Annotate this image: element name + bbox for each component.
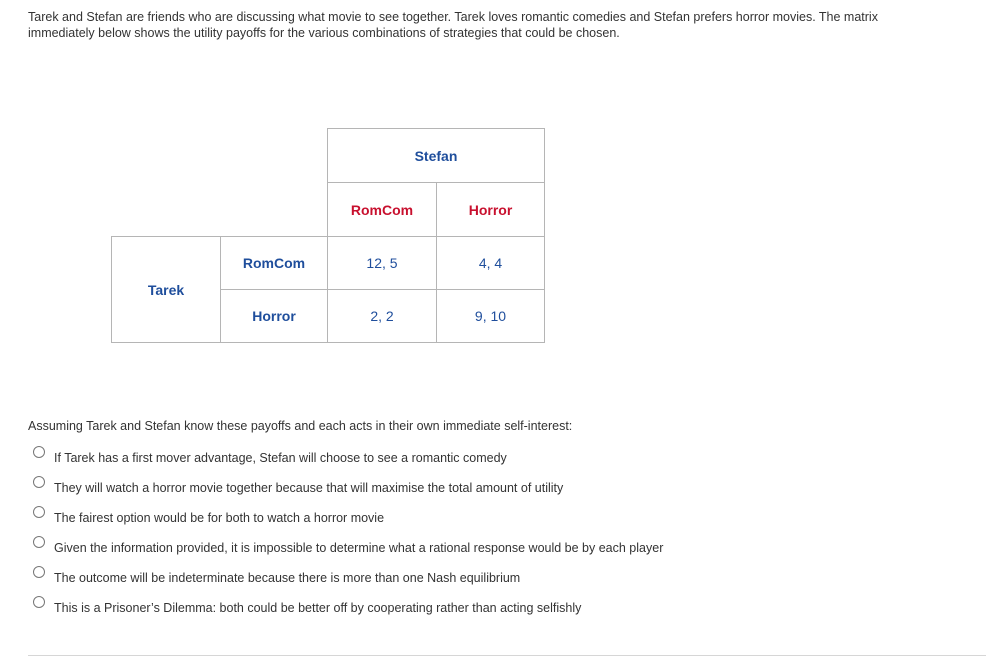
answer-option-label[interactable]: Given the information provided, it is impossible to determine what a rational response would be by each player (54, 541, 664, 555)
row-strategy-label: RomCom (242, 255, 306, 271)
answer-option-label[interactable]: This is a Prisoner’s Dilemma: both could be better off by cooperating rather than acting selfishly (54, 601, 582, 615)
answer-option[interactable] (33, 473, 663, 503)
col-strategy-romcom (327, 182, 437, 237)
answer-option[interactable] (33, 593, 663, 623)
answer-option-label[interactable]: The fairest option would be for both to watch a horror movie (54, 511, 385, 525)
col-player-label: Stefan (414, 147, 458, 164)
row-player-label: Tarek (147, 281, 185, 298)
radio-button[interactable] (33, 566, 45, 578)
payoff-value: 12, 5 (366, 255, 398, 271)
col-strategy-label: RomCom (350, 201, 414, 218)
row-player-header (111, 236, 221, 343)
payoff-cell (327, 236, 437, 290)
answer-option-label[interactable]: If Tarek has a first mover advantage, Stefan will choose to see a romantic comedy (54, 451, 507, 465)
payoff-value: 2, 2 (370, 308, 394, 324)
col-player-header (327, 128, 545, 183)
radio-button[interactable] (33, 536, 45, 548)
col-strategy-horror (436, 182, 545, 237)
payoff-cell (436, 289, 545, 343)
col-strategy-label: Horror (468, 201, 513, 218)
radio-button[interactable] (33, 476, 45, 488)
radio-button[interactable] (33, 446, 45, 458)
intro-text: Tarek and Stefan are friends who are discussing what movie to see together. Tarek loves romantic comedies and Stefan prefers horror movies. The matrix immediately below shows the utility payoffs for the various combinations of strategies that could be chosen. (28, 10, 878, 40)
answer-option[interactable] (33, 563, 663, 593)
question-text: Assuming Tarek and Stefan know these payoffs and each acts in their own immediate self-interest: (28, 419, 573, 433)
answer-option-label[interactable]: The outcome will be indeterminate because there is more than one Nash equilibrium (54, 571, 521, 585)
answer-options (33, 443, 663, 623)
radio-button[interactable] (33, 596, 45, 608)
answer-option[interactable] (33, 533, 663, 563)
answer-option-label[interactable]: They will watch a horror movie together because that will maximise the total amount of utility (54, 481, 564, 495)
row-strategy-romcom (220, 236, 328, 290)
row-strategy-label: Horror (252, 308, 296, 324)
payoff-cell (327, 289, 437, 343)
row-strategy-horror (220, 289, 328, 343)
divider (28, 655, 986, 656)
answer-option[interactable] (33, 503, 663, 533)
radio-button[interactable] (33, 506, 45, 518)
payoff-value: 4, 4 (478, 255, 503, 271)
payoff-cell (436, 236, 545, 290)
payoff-value: 9, 10 (474, 308, 507, 324)
answer-option[interactable] (33, 443, 663, 473)
